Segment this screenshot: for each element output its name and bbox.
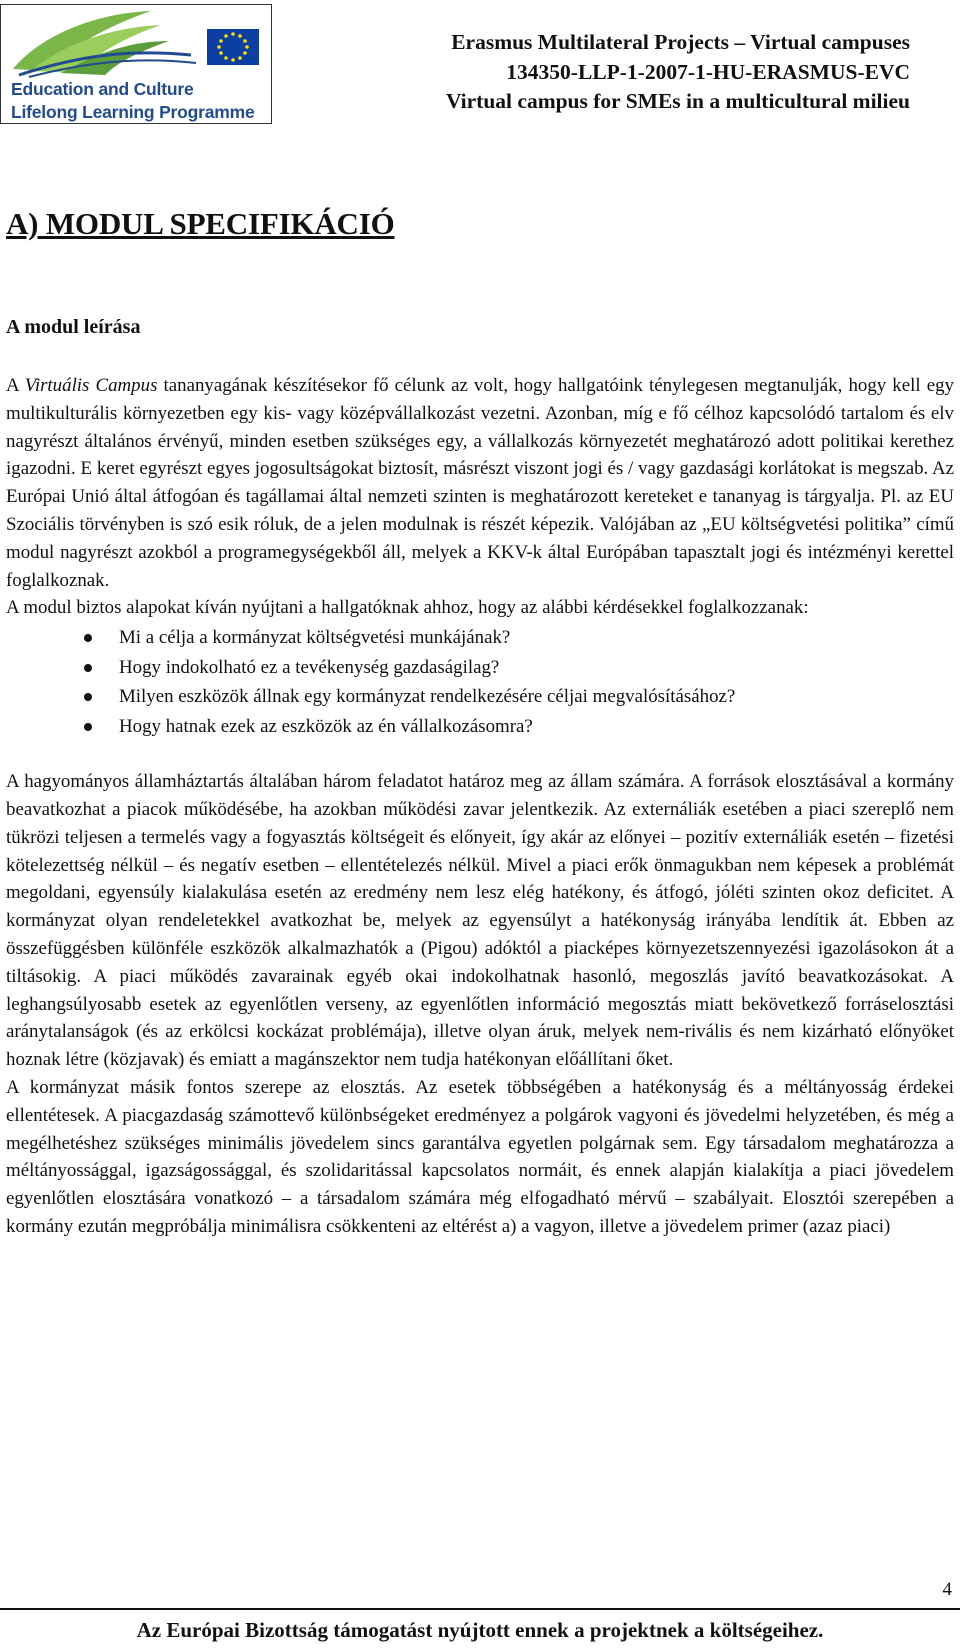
project-header: [446, 28, 910, 117]
questions-list: [6, 623, 954, 741]
paragraph-2: A hagyományos államháztartás általában három feladatot határoz meg az állam számára. A források elosztásával a kormány beavatkozhat a piacok működésébe, ha azokban működési zavar jelentkezik. Az externáliák esetében a piaci szereplő nem tükrözi teljesen a termelés vagy a fogyasztás költségeit és előnyeit, így akár az előnyei – pozitív externáliák esetén – fizetési kötelezettség nélkül – és negatív esetben – ellentételezés nélkül. Mivel a piaci erők önmagukban nem képesek a problémát megoldani, egyensúly kialakulása esetén az eredmény nem lesz elég hatékony, és átfogó, jóléti szinten okoz deficitet. A kormányzat olyan rendeletekkel avatkozhat be, melyek az egyensúlyt a hatékonyság irányába lendítik át. Ebben az összefüggésben különféle eszközök alkalmazhatók a (Pigou) adóktól a piacképes környezetszennyezési igazolásokon át a tiltásokig. A piaci működés zavarainak egyéb okai indokolhatnak hasonló, megoszlás javító beavatkozásokat. A leghangsúlyosabb esetek az egyenlőtlen verseny, az egyenlőtlen információ megosztás miatt bekövetkező forráselosztási aránytalanságok (és az erkölcsi kockázat problémája), illetve olyan áruk, melyek nem-rivális és nem kizárható előnyöket hoznak létre (közjavak) és emiatt a magánszektor nem tudja hatékonyan előállítani őket.: [6, 771, 954, 1071]
paragraph-3: A kormányzat másik fontos szerepe az elosztás. Az esetek többségében a hatékonyság és a méltányosság érdekei ellentétesek. A piacgazdaság számottevő különbségeket eredményez a polgárok vagyoni és jövedelmi helyzetében, és még a megélhetéshez szükséges minimális jövedelem sincs garantálva egyetlen polgárnak sem. Egy társadalom meghatározza a méltányossággal, igazságossággal, és szolidaritással kapcsolatos normáit, és ennek alapján kialakítja a piaci jövedelem egyenlőtlen elosztására vonatkozó – a társadalom számára még elfogadható mérvű – szabályait. Elosztói szerepében a kormány ezután megpróbálja minimálisra csökkenteni az eltérést a) a vagyon, illetve a jövedelem primer (azaz piaci): [6, 1076, 954, 1237]
footer-funding-note: Az Európai Bizottság támogatást nyújtott ennek a projektnek a költségeihez.: [136, 1618, 824, 1642]
intro-lead: A: [6, 375, 25, 396]
document-body: [6, 372, 954, 1241]
intro-italic-term: Virtuális Campus: [24, 375, 158, 396]
module-title: A) MODUL SPECIFIKÁCIÓ: [6, 206, 395, 241]
header-line-1: Erasmus Multilateral Projects – Virtual campuses: [451, 30, 910, 54]
footer-divider: [0, 1608, 960, 1610]
section-heading: A modul leírása: [6, 316, 141, 338]
intro-paragraph: [6, 372, 954, 594]
logo-line-2: Lifelong Learning Programme: [11, 102, 255, 122]
list-item: Mi a célja a kormányzat költségvetési munkájának?: [119, 623, 954, 653]
list-item: Hogy indokolható ez a tevékenység gazdaságilag?: [119, 653, 954, 683]
page-number: 4: [942, 1579, 952, 1600]
list-item: Hogy hatnak ezek az eszközök az én vállalkozásomra?: [119, 712, 954, 742]
logo-line-1: Education and Culture: [11, 79, 194, 99]
education-culture-logo: [0, 4, 272, 124]
list-item: Milyen eszközök állnak egy kormányzat rendelkezésére céljai megvalósításához?: [119, 682, 954, 712]
intro-rest: tananyagának készítésekor fő célunk az volt, hogy hallgatóink ténylegesen megtanulják, hogy kell egy multikulturális környezetben egy kis- vagy középvállalkozást vezetni. Azonban, míg e fő célhoz kapcsolódó tartalom és elv nagyrészt általános érvényű, minden esetben szükséges egy, a vállalkozás környezetét meghatározó adott politikai kerethez igazodni. E keret egyrészt egyes jogosultságokat biztosít, másrészt viszont jogi és / vagy gazdasági korlátokat is megszab. Az Európai Unió által átfogóan és tagállamai által nemzeti szinten is meghatározott kereteket e tananyag is tárgyalja. Pl. az EU Szociális törvényben is szó esik róluk, de a jelen modulnak is részét képezik. Valójában az „EU költségvetési politika” című modul nagyrészt azokból a programegységekből áll, melyek a KKV-k által Európában tapasztalt jogi és intézményi kerettel foglalkoznak.: [6, 375, 954, 591]
questions-intro: A modul biztos alapokat kíván nyújtani a hallgatóknak ahhoz, hogy az alábbi kérdésekkel foglalkozzanak:: [6, 597, 809, 619]
header-line-2: 134350-LLP-1-2007-1-HU-ERASMUS-EVC: [506, 59, 910, 84]
header-line-3: Virtual campus for SMEs in a multicultural milieu: [445, 89, 910, 113]
